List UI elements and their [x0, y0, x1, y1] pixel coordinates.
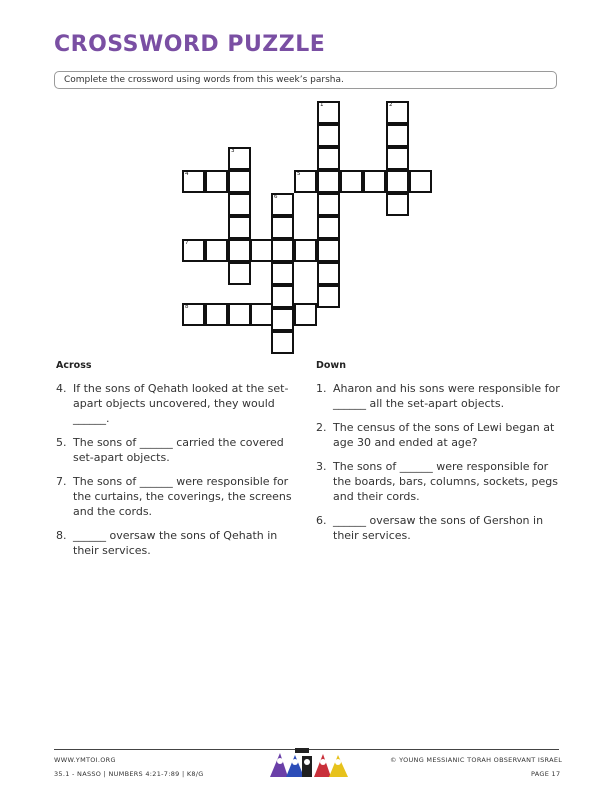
crossword-cell[interactable] [271, 216, 294, 239]
crossword-cell[interactable] [340, 170, 363, 193]
crossword-cell[interactable] [294, 170, 317, 193]
footer-page-number: PAGE 17 [531, 770, 561, 778]
clue-across-5: 5. The sons of ______ carried the covered set-apart objects. [56, 436, 284, 464]
crossword-cell[interactable] [228, 193, 251, 216]
across-heading: Across [56, 360, 92, 371]
crossword-cell[interactable] [228, 303, 251, 326]
crossword-cell[interactable] [271, 239, 294, 262]
cell-number: 4 [185, 171, 189, 177]
crossword-cell[interactable] [205, 239, 228, 262]
crossword-cell[interactable] [317, 101, 340, 124]
crossword-cell[interactable] [317, 147, 340, 170]
cell-number: 3 [231, 148, 235, 154]
crossword-cell[interactable] [228, 147, 251, 170]
cell-number: 1 [320, 102, 324, 108]
footer-copyright: © YOUNG MESSIANIC TORAH OBSERVANT ISRAEL [390, 756, 563, 764]
crossword-cell[interactable] [250, 239, 273, 262]
clue-down-6: 6. ______ oversaw the sons of Gershon in their services. [316, 514, 544, 542]
crossword-cell[interactable] [294, 239, 317, 262]
clue-across-4: 4. If the sons of Qehath looked at the set-apart objects uncovered, they would ______. [56, 382, 289, 425]
footer-website[interactable]: WWW.YMTOI.ORG [54, 756, 116, 764]
crossword-cell[interactable] [386, 170, 409, 193]
across-clues [56, 360, 296, 567]
clue-across-7: 7. The sons of ______ were responsible for the curtains, the coverings, the screens and the cords. [56, 475, 292, 518]
down-heading: Down [316, 360, 346, 371]
crossword-cell[interactable] [363, 170, 386, 193]
instructions-box [54, 71, 557, 89]
crossword-cell[interactable] [271, 262, 294, 285]
crossword-cell[interactable] [182, 303, 205, 326]
clue-across-8: 8. ______ oversaw the sons of Qehath in their services. [56, 529, 278, 557]
crossword-cell[interactable] [250, 303, 273, 326]
crossword-cell[interactable] [228, 239, 251, 262]
ymtoi-logo-icon [268, 747, 350, 779]
clue-down-2: 2. The census of the sons of Lewi began at age 30 and ended at age? [316, 421, 555, 449]
crossword-cell[interactable] [228, 262, 251, 285]
crossword-cell[interactable] [317, 170, 340, 193]
crossword-cell[interactable] [205, 303, 228, 326]
footer-meta: 35.1 - NASSO | NUMBERS 4:21-7:89 | K8/G [54, 770, 204, 778]
cell-number: 7 [185, 240, 189, 246]
crossword-cell[interactable] [182, 170, 205, 193]
crossword-cell[interactable] [317, 124, 340, 147]
crossword-cell[interactable] [317, 216, 340, 239]
cell-number: 8 [185, 304, 189, 310]
crossword-cell[interactable] [317, 239, 340, 262]
crossword-cell[interactable] [228, 170, 251, 193]
instructions-text: Complete the crossword using words from this week’s parsha. [64, 75, 344, 85]
crossword-cell[interactable] [271, 193, 294, 216]
cell-number: 5 [297, 171, 301, 177]
crossword-cell[interactable] [386, 147, 409, 170]
crossword-cell[interactable] [386, 101, 409, 124]
crossword-cell[interactable] [205, 170, 228, 193]
down-clues [316, 360, 561, 552]
clue-down-3: 3. The sons of ______ were responsible for the boards, bars, columns, sockets, pegs and their cords. [316, 460, 558, 503]
crossword-cell[interactable] [317, 262, 340, 285]
crossword-cell[interactable] [271, 331, 294, 354]
crossword-cell[interactable] [409, 170, 432, 193]
crossword-cell[interactable] [294, 303, 317, 326]
cell-number: 2 [389, 102, 393, 108]
cell-number: 6 [274, 194, 278, 200]
crossword-cell[interactable] [386, 124, 409, 147]
crossword-cell[interactable] [386, 193, 409, 216]
page-title: CROSSWORD PUZZLE [54, 32, 326, 57]
crossword-cell[interactable] [271, 285, 294, 308]
crossword-cell[interactable] [228, 216, 251, 239]
crossword-cell[interactable] [317, 193, 340, 216]
crossword-cell[interactable] [317, 285, 340, 308]
crossword-cell[interactable] [271, 308, 294, 331]
clue-down-1: 1. Aharon and his sons were responsible for ______ all the set-apart objects. [316, 382, 560, 410]
crossword-cell[interactable] [182, 239, 205, 262]
